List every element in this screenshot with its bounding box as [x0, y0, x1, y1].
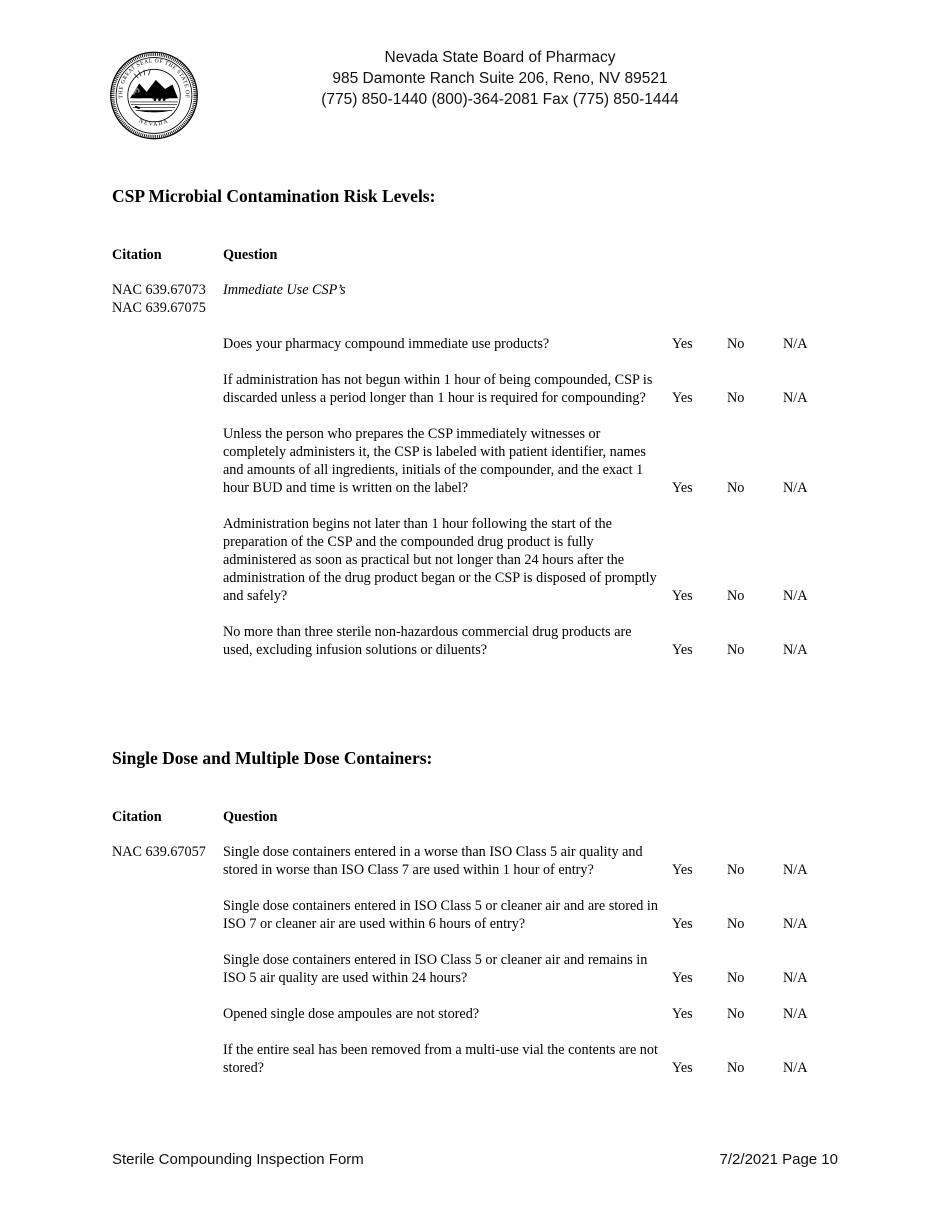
- citation-line: NAC 639.67075: [112, 300, 206, 316]
- table-column-headers: [112, 808, 838, 826]
- no-option: No: [727, 862, 745, 878]
- question-row: [112, 623, 838, 659]
- question-text: Unless the person who prepares the CSP immediately witnesses or completely administers it, the CSP is labeled with patient identifier, names and amounts of all ingredients, initials of the compounder, and the exact 1 hour BUD and time is written on the label?: [223, 426, 646, 496]
- question-row: [112, 897, 838, 933]
- no-option: No: [727, 970, 745, 986]
- na-option: N/A: [783, 336, 808, 352]
- question-row: [112, 335, 838, 353]
- citation-cell: [112, 281, 223, 317]
- yes-option: Yes: [672, 336, 693, 352]
- question-text: Single dose containers entered in ISO Class 5 or cleaner air and are stored in ISO 7 or cleaner air are used within 6 hours of entry?: [223, 898, 658, 932]
- yes-option: Yes: [672, 916, 693, 932]
- na-option: N/A: [783, 588, 808, 604]
- no-option: No: [727, 642, 745, 658]
- seal-ring-text-bottom: NEVADA: [137, 118, 171, 128]
- yes-option: Yes: [672, 1060, 693, 1076]
- question-text: If administration has not begun within 1 hour of being compounded, CSP is discarded unless a period longer than 1 hour is required for compounding?: [223, 372, 653, 406]
- citation-cell: NAC 639.67057: [112, 844, 206, 860]
- na-option: N/A: [783, 390, 808, 406]
- citation-line: NAC 639.67073: [112, 282, 206, 298]
- page-header: [0, 0, 950, 128]
- question-text: No more than three sterile non-hazardous commercial drug products are used, excluding infusion solutions or diluents?: [223, 624, 632, 658]
- question-column-header: Question: [223, 809, 278, 825]
- section-title: Single Dose and Multiple Dose Containers:: [112, 748, 433, 768]
- question-row: [112, 371, 838, 407]
- question-text: Does your pharmacy compound immediate use products?: [223, 336, 550, 352]
- yes-option: Yes: [672, 480, 693, 496]
- question-row: [112, 951, 838, 987]
- question-row: [112, 1041, 838, 1077]
- yes-option: Yes: [672, 970, 693, 986]
- seal-ring-text: THE GREAT SEAL OF THE STATE OF: [118, 58, 190, 99]
- question-row: [112, 1005, 838, 1023]
- na-option: N/A: [783, 916, 808, 932]
- question-text: Administration begins not later than 1 hour following the start of the preparation of the CSP and the compounded drug product is fully administered as soon as practical but not longer than 24 hours after the administration of the drug product began or the CSP is disposed of promptly and safely?: [223, 516, 657, 604]
- section-title: CSP Microbial Contamination Risk Levels:: [112, 186, 436, 206]
- yes-option: Yes: [672, 390, 693, 406]
- no-option: No: [727, 480, 745, 496]
- section-single-multiple-dose-containers: [112, 747, 838, 1077]
- yes-option: Yes: [672, 862, 693, 878]
- question-column-header: Question: [223, 247, 278, 263]
- no-option: No: [727, 336, 745, 352]
- na-option: N/A: [783, 1006, 808, 1022]
- yes-option: Yes: [672, 1006, 693, 1022]
- no-option: No: [727, 916, 745, 932]
- question-row: [112, 515, 838, 605]
- question-text: If the entire seal has been removed from a multi-use vial the contents are not stored?: [223, 1042, 658, 1076]
- question-row: [112, 425, 838, 497]
- table-column-headers: [112, 246, 838, 264]
- org-name: Nevada State Board of Pharmacy: [384, 49, 616, 66]
- no-option: No: [727, 1060, 745, 1076]
- no-option: No: [727, 1006, 745, 1022]
- citation-column-header: Citation: [112, 809, 162, 825]
- form-body: [112, 185, 838, 1077]
- question-row: [112, 843, 838, 879]
- yes-option: Yes: [672, 642, 693, 658]
- na-option: N/A: [783, 862, 808, 878]
- no-option: No: [727, 390, 745, 406]
- citation-subheading-row: [112, 281, 838, 317]
- subsection-label: Immediate Use CSP’s: [223, 282, 346, 298]
- na-option: N/A: [783, 970, 808, 986]
- citation-column-header: Citation: [112, 247, 162, 263]
- question-text: Opened single dose ampoules are not stored?: [223, 1006, 480, 1022]
- page-footer: [112, 1151, 838, 1169]
- na-option: N/A: [783, 642, 808, 658]
- question-text: Single dose containers entered in ISO Class 5 or cleaner air and remains in ISO 5 air quality are used within 24 hours?: [223, 952, 648, 986]
- footer-date-page: 7/2/2021 Page 10: [719, 1151, 838, 1168]
- na-option: N/A: [783, 1060, 808, 1076]
- no-option: No: [727, 588, 745, 604]
- org-phone: (775) 850-1440 (800)-364-2081 Fax (775) 850-1444: [321, 91, 679, 108]
- section-csp-microbial-risk-levels: [112, 185, 838, 659]
- yes-option: Yes: [672, 588, 693, 604]
- org-address: 985 Damonte Ranch Suite 206, Reno, NV 89521: [332, 70, 668, 87]
- question-text: Single dose containers entered in a worse than ISO Class 5 air quality and stored in worse than ISO Class 7 are used within 1 hour of entry?: [223, 844, 643, 878]
- footer-form-name: Sterile Compounding Inspection Form: [112, 1151, 364, 1168]
- na-option: N/A: [783, 480, 808, 496]
